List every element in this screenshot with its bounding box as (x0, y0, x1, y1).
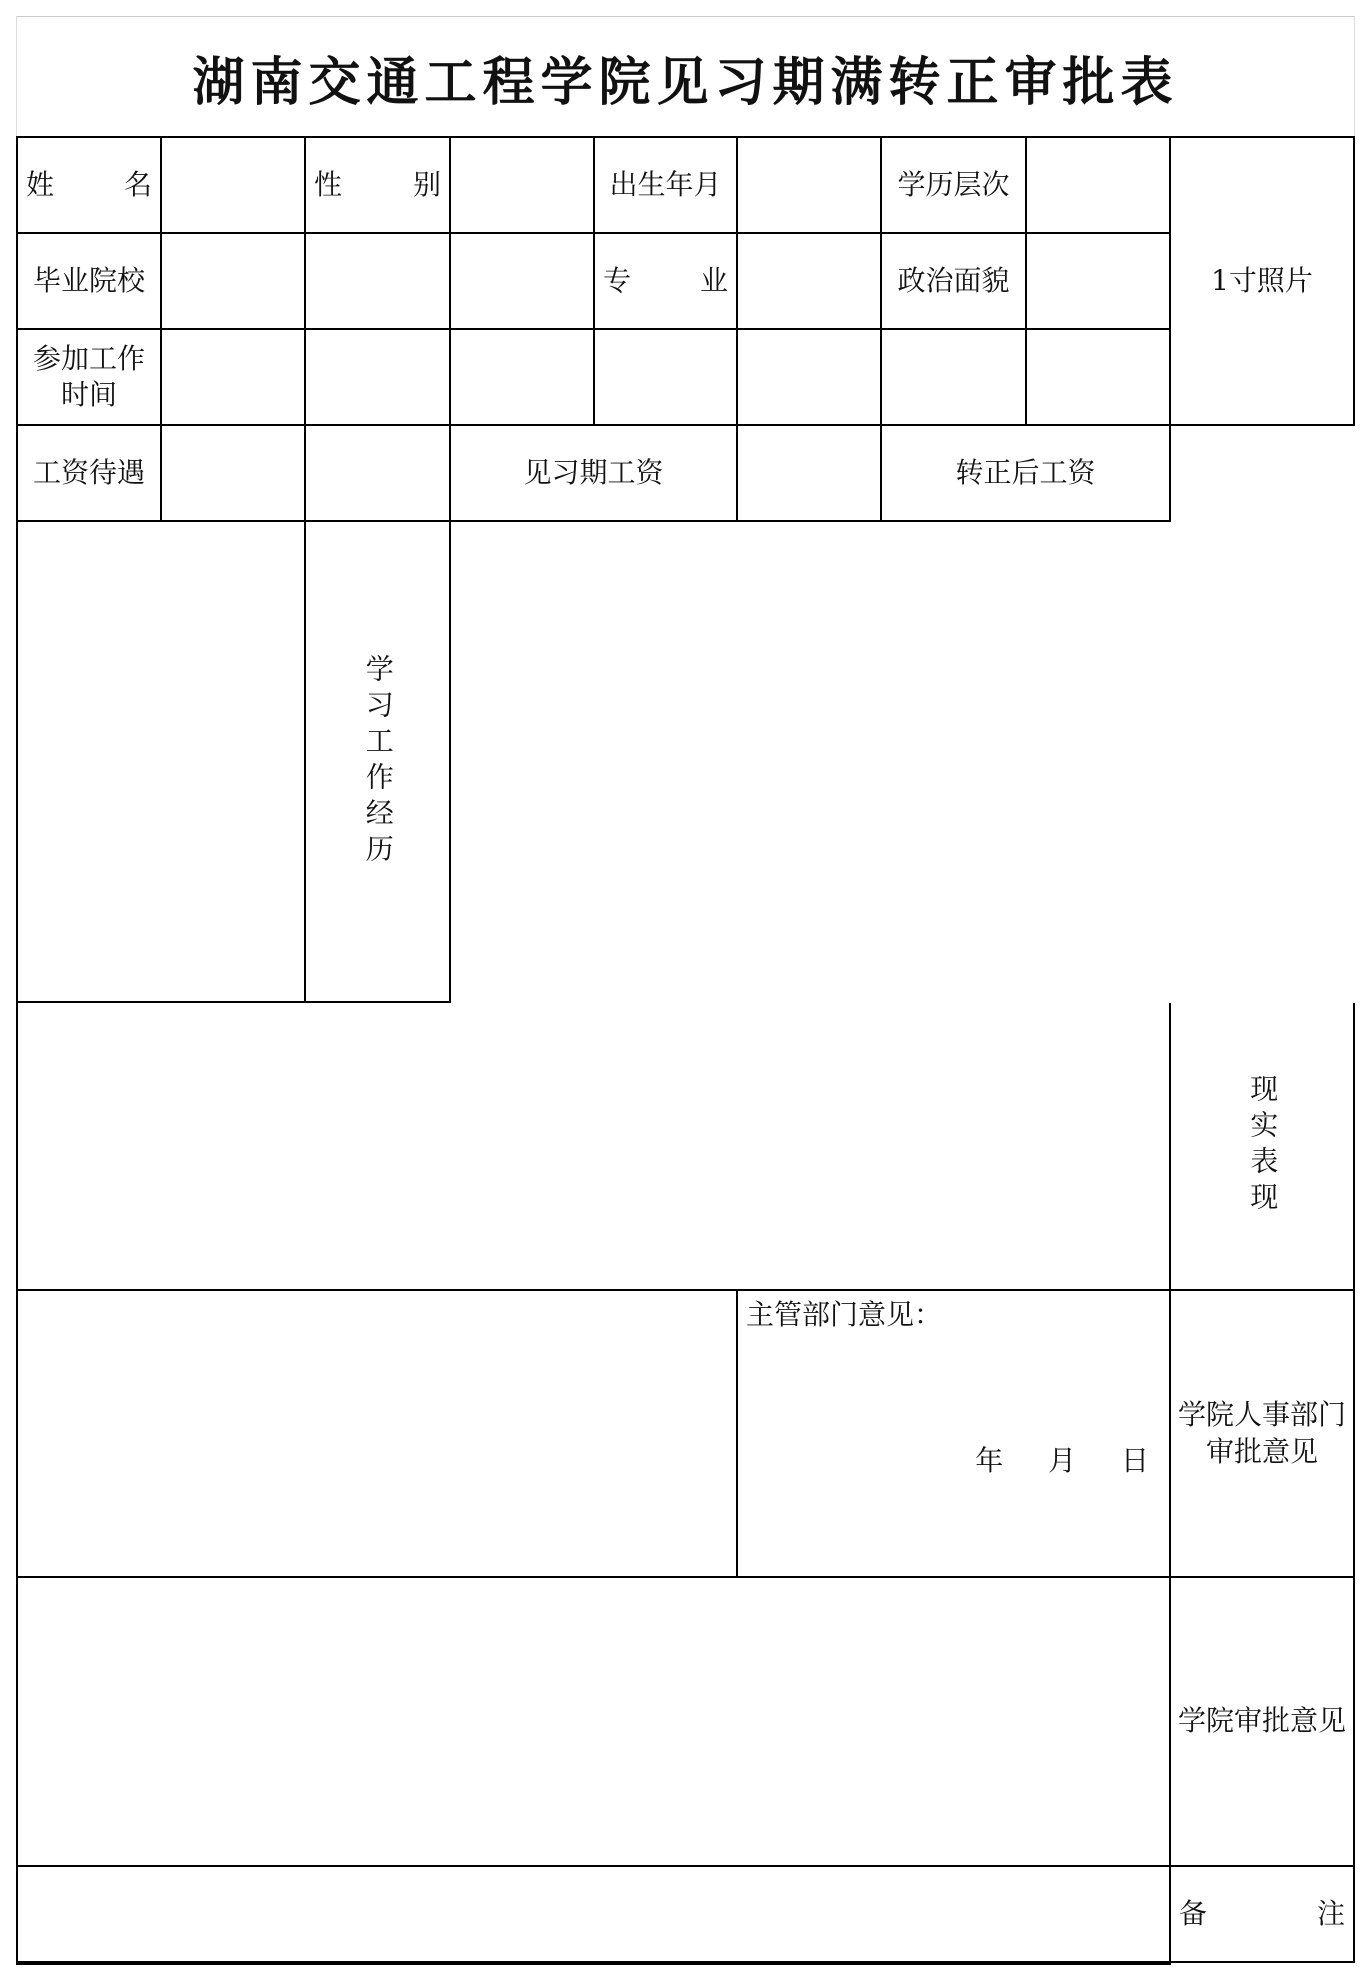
performance-field[interactable] (18, 1291, 738, 1578)
empty-cell[interactable] (595, 330, 738, 426)
empty-cell[interactable] (882, 330, 1027, 426)
label-gender (306, 138, 451, 234)
label-political: 政治面貌 (882, 234, 1027, 330)
label-college-approval: 学院审批意见 (1171, 1578, 1355, 1867)
empty-cell[interactable] (306, 330, 451, 426)
experience-field[interactable] (18, 1003, 1171, 1291)
empty-cell[interactable] (738, 330, 882, 426)
political-field[interactable] (1027, 234, 1171, 330)
label-work-start: 参加工作时间 (18, 330, 162, 426)
remarks-field[interactable] (18, 1963, 1171, 1965)
major-field[interactable] (738, 234, 882, 330)
label-major (595, 234, 738, 330)
label-text: 性 (314, 167, 343, 201)
empty-cell[interactable] (451, 330, 595, 426)
label-text: 专 (603, 263, 632, 297)
label-regular-salary: 转正后工资 (882, 426, 1171, 522)
label-text: 学习工作经历 (361, 653, 395, 870)
dept-opinion-field[interactable] (738, 1291, 1171, 1578)
gender-field[interactable] (451, 138, 595, 234)
form-title: 湖南交通工程学院见习期满转正审批表 (16, 16, 1355, 137)
school-field-3[interactable] (451, 234, 595, 330)
salary-field[interactable] (162, 426, 306, 522)
label-text: 姓 (26, 167, 55, 201)
label-text: 别 (412, 167, 441, 201)
college-approval-field[interactable] (18, 1867, 1171, 1963)
label-school: 毕业院校 (18, 234, 162, 330)
label-education: 学历层次 (882, 138, 1027, 234)
label-text: 备 (1179, 1896, 1208, 1930)
empty-cell[interactable] (1027, 330, 1171, 426)
school-field[interactable] (162, 234, 306, 330)
education-field[interactable] (1027, 138, 1171, 234)
label-text: 注 (1316, 1896, 1345, 1930)
label-text: 现实表现 (1246, 1074, 1280, 1218)
photo-box[interactable]: 1寸照片 (1171, 138, 1355, 426)
label-experience (306, 522, 451, 1003)
label-name (18, 138, 162, 234)
hr-approval-field[interactable] (18, 1578, 1171, 1867)
intern-salary-field[interactable] (738, 426, 882, 522)
approval-form-table (16, 136, 1355, 1965)
salary-field-2[interactable] (306, 426, 451, 522)
label-performance (1171, 1003, 1355, 1291)
work-start-field[interactable] (162, 330, 306, 426)
label-birth: 出生年月 (595, 138, 738, 234)
date-line: 年 月 日 (975, 1444, 1149, 1478)
name-field[interactable] (162, 138, 306, 234)
label-intern-salary: 见习期工资 (451, 426, 738, 522)
regular-salary-field[interactable] (18, 522, 306, 1003)
school-field-2[interactable] (306, 234, 451, 330)
label-salary: 工资待遇 (18, 426, 162, 522)
label-text: 名 (123, 167, 152, 201)
label-hr-approval: 学院人事部门审批意见 (1171, 1291, 1355, 1578)
label-remarks (1171, 1867, 1355, 1963)
dept-opinion-label: 主管部门意见： (746, 1298, 943, 1331)
label-text: 业 (699, 263, 728, 297)
birth-field[interactable] (738, 138, 882, 234)
